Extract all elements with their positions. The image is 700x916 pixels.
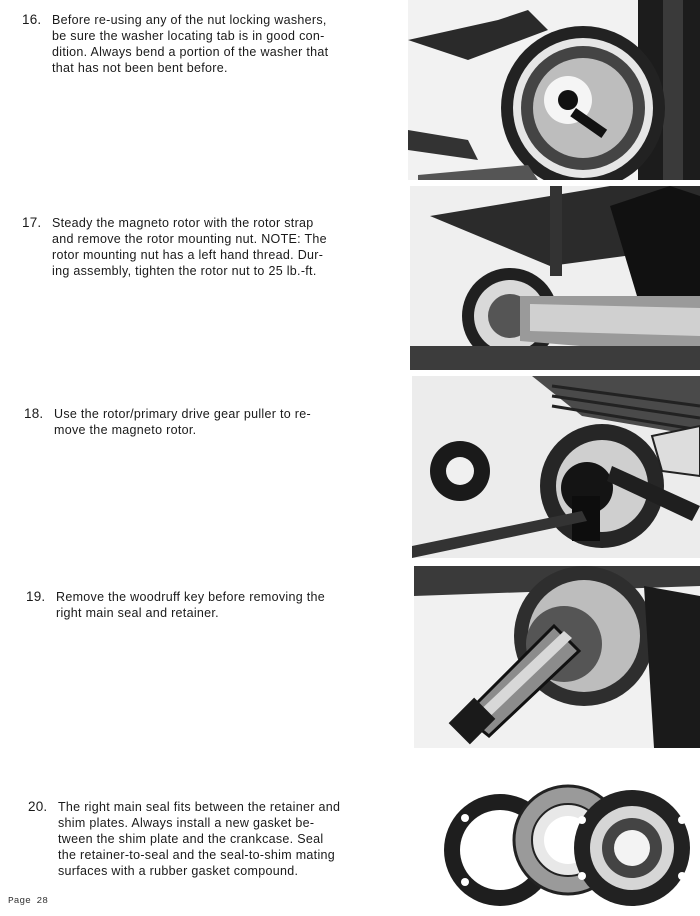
step-text: [58, 799, 340, 879]
step-number: 18.: [24, 406, 44, 421]
step-line: move the magneto rotor.: [54, 423, 197, 437]
photo-gear-puller: [412, 376, 700, 558]
photo-seal-plates: [440, 778, 700, 908]
step-number: 16.: [22, 12, 42, 27]
step-line: shim plates. Always install a new gasket be-: [58, 816, 315, 830]
step-number: 17.: [22, 215, 42, 230]
step-line: Remove the woodruff key before removing the: [56, 590, 326, 604]
photo-rotor-washer: [408, 0, 700, 180]
step-line: Before re-using any of the nut locking washers,: [52, 13, 327, 27]
step-line: tween the shim plate and the crankcase. Seal: [58, 832, 324, 846]
step-number: 19.: [26, 589, 46, 604]
step-line: that has not been bent before.: [52, 61, 228, 75]
step-line: the retainer-to-seal and the seal-to-shim mating: [58, 848, 336, 862]
step-number: 20.: [28, 799, 48, 814]
photo-woodruff-key: [414, 566, 700, 748]
step-line: rotor mounting nut has a left hand thread. Dur-: [52, 248, 324, 262]
step-line: Use the rotor/primary drive gear puller to re-: [54, 407, 311, 421]
page-number: Page 28: [8, 895, 48, 906]
step-line: Steady the magneto rotor with the rotor strap: [52, 216, 314, 230]
step-line: right main seal and retainer.: [56, 606, 219, 620]
step-text: [52, 215, 327, 279]
step-line: ing assembly, tighten the rotor nut to 25 lb.-ft.: [52, 264, 317, 278]
step-line: be sure the washer locating tab is in good con-: [52, 29, 325, 43]
step-text: [52, 12, 328, 76]
step-line: surfaces with a rubber gasket compound.: [58, 864, 299, 878]
step-line: and remove the rotor mounting nut. NOTE: The: [52, 232, 327, 246]
step-text: [54, 406, 311, 438]
step-text: [56, 589, 325, 621]
step-line: dition. Always bend a portion of the washer that: [52, 45, 329, 59]
step-line: The right main seal fits between the retainer and: [58, 800, 341, 814]
photo-rotor-strap: [410, 186, 700, 370]
